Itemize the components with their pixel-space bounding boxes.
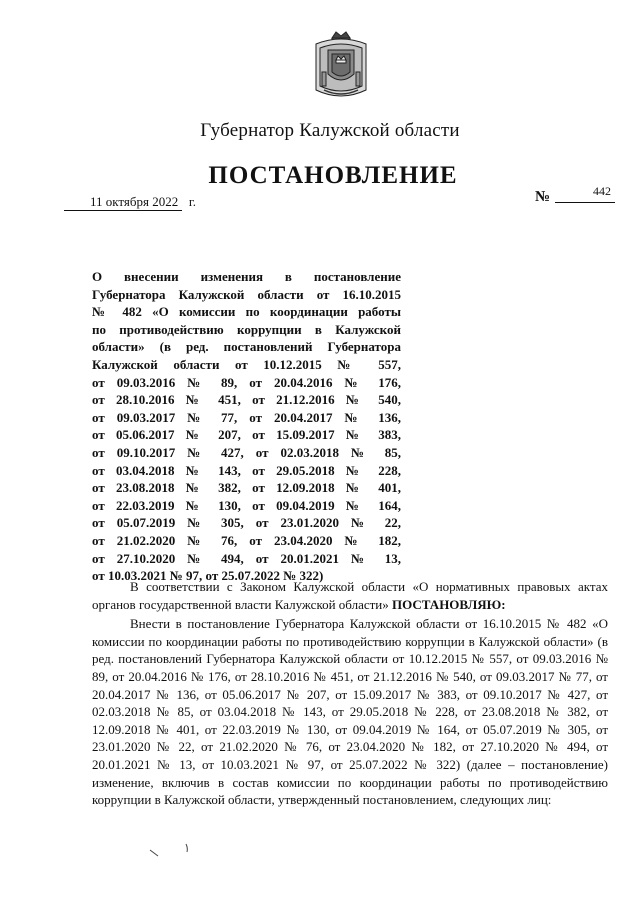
subject-line: от 23.08.2018 № 382, от 12.09.2018 № 401, [92, 480, 401, 496]
subject-line: от 09.03.2016 № 89, от 20.04.2016 № 176, [92, 374, 401, 390]
number-sign: № [535, 189, 551, 205]
subject-line: области» (в ред. постановлений Губернатора [92, 339, 401, 355]
body-paragraph-clause: Внести в постановление Губернатора Калужской области от 16.10.2015 № 482 «О комиссии по координации работы по противодействию коррупции в Калужской области» (в ред. постановлений Губернатора Калужской области от 10.12.2015 № 557, от 09.03.2016 № 89, от 20.04.2016 № 176, от 28.10.2016 № 451, от 21.12.2016 № 540, от 09.03.2017 № 77, от 20.04.2017 № 136, от 05.06.2017 № 207, от 15.09.2017 № 383, от 09.10.2017 № 427, от 02.03.2018 № 85, от 03.04.2018 № 143, от 29.05.2018 № 228, от 23.08.2018 № 382, от 12.09.2018 № 401, от 22.03.2019 № 130, от 09.04.2019 № 164, от 05.07.2019 № 305, от 23.01.2020 № 22, от 21.02.2020 № 76, от 23.04.2020 № 182, от 27.10.2020 № 494, от 20.01.2021 № 13, от 10.03.2021 № 97, от 25.07.2022 № 322) (далее – постановление) изменение, включив в состав комиссии по координации работы по противодействию коррупции в Калужской области, утвержденный постановлением, следующих лиц: [92, 616, 608, 808]
subject-line: от 21.02.2020 № 76, от 23.04.2020 № 182, [92, 532, 401, 548]
subject-line: от 28.10.2016 № 451, от 21.12.2016 № 540, [92, 392, 401, 408]
document-subject [92, 268, 401, 585]
subject-line: от 10.03.2021 № 97, от 25.07.2022 № 322) [92, 568, 324, 584]
subject-line: от 09.03.2017 № 77, от 20.04.2017 № 136, [92, 409, 401, 425]
date-suffix: г. [188, 194, 196, 209]
document-type-title: ПОСТАНОВЛЕНИЕ [208, 162, 458, 189]
subject-line: по противодействию коррупции в Калужской [92, 321, 401, 337]
document-number [535, 184, 615, 206]
subject-line: от 09.10.2017 № 427, от 02.03.2018 № 85, [92, 444, 401, 460]
body-paragraph-preamble [92, 578, 608, 613]
subject-line: от 22.03.2019 № 130, от 09.04.2019 № 164, [92, 497, 401, 513]
subject-line: Губернатора Калужской области от 16.10.2015 [92, 286, 401, 302]
subject-line: Калужской области от 10.12.2015 № 557, [92, 356, 401, 372]
number-underline [555, 202, 615, 203]
coat-of-arms-emblem [310, 30, 372, 102]
subject-line: от 27.10.2020 № 494, от 20.01.2021 № 13, [92, 550, 401, 566]
subject-line: О внесении изменения в постановление [92, 269, 401, 284]
pen-mark [148, 842, 194, 862]
subject-line: от 05.06.2017 № 207, от 15.09.2017 № 383, [92, 427, 401, 443]
issuing-authority: Губернатор Калужской области [200, 120, 460, 141]
date-value: 11 октября 2022 [90, 194, 179, 209]
document-body [92, 578, 608, 809]
subject-line: № 482 «О комиссии по координации работы [92, 304, 401, 320]
subject-line: от 03.04.2018 № 143, от 29.05.2018 № 228, [92, 462, 401, 478]
document-date [64, 194, 196, 210]
decree-word: ПОСТАНОВЛЯЮ: [392, 596, 506, 612]
number-value: 442 [593, 184, 611, 198]
preamble-text: В соответствии с Законом Калужской области «О нормативных правовых актах органов государственной власти Калужской области» [92, 579, 608, 612]
date-underline [64, 210, 182, 211]
subject-line: от 05.07.2019 № 305, от 23.01.2020 № 22, [92, 515, 401, 531]
